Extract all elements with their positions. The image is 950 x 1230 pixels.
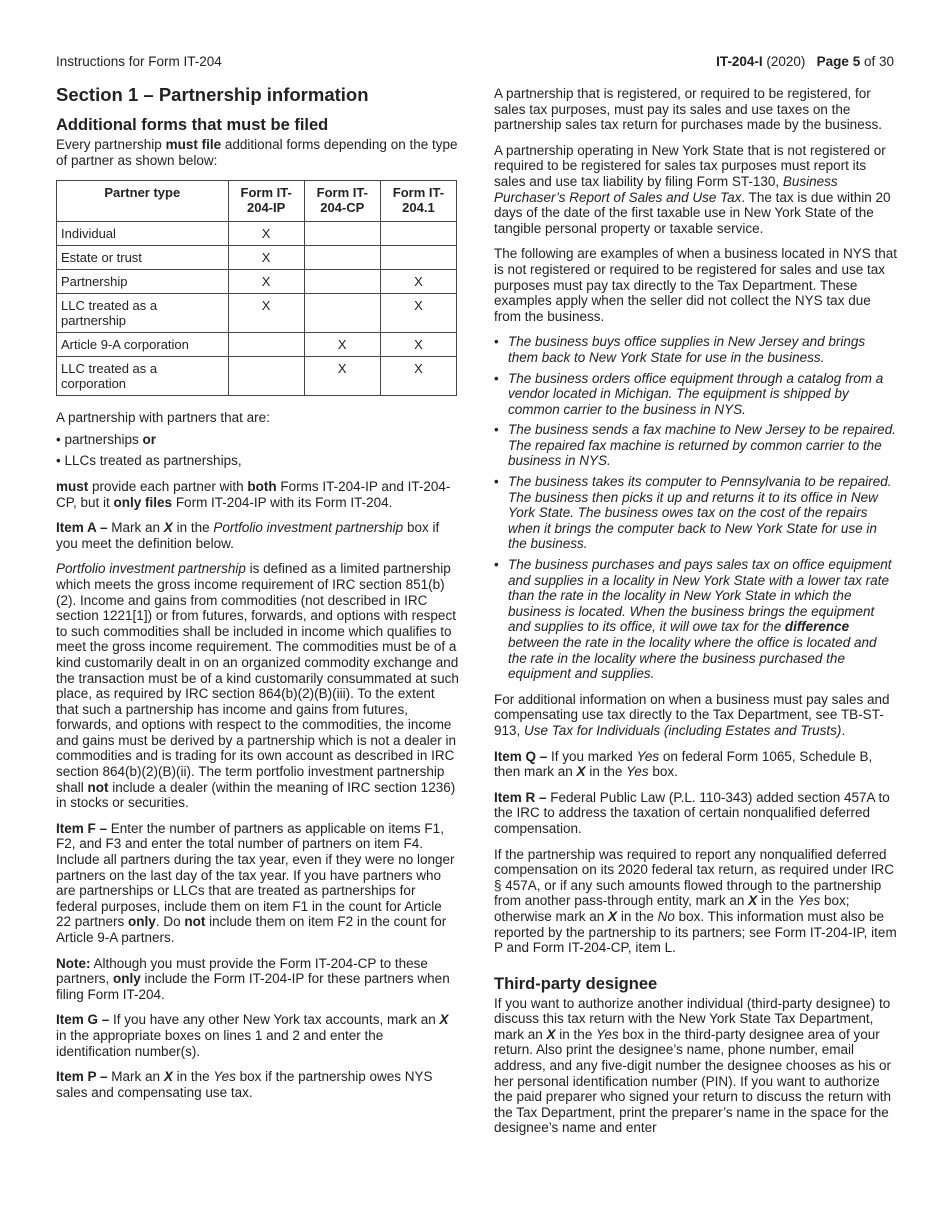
- col-header-it-204-cp: Form IT-204-CP: [304, 181, 380, 222]
- table-cell: Article 9-A corporation: [57, 333, 229, 357]
- list-item: • The business purchases and pays sales tax on office equipment and supplies in a locality in New York State with a lower tax rate than the rate in the locality in New York State in which the business is located. When the business brings the equipment and supplies to its office, it will owe tax for the difference between the rate in the locality where the office is located and the rate in the locality where the business purchased the equipment and supplies.: [494, 557, 892, 682]
- table-cell: [304, 222, 380, 246]
- table-cell: [304, 246, 380, 270]
- left-column: [56, 84, 460, 1110]
- subhead-third-party-designee: Third-party designee: [494, 974, 658, 993]
- list-item: • The business buys office supplies in New Jersey and brings them back to New York State for use in the business.: [494, 334, 866, 365]
- pip-definition-paragraph: Portfolio investment partnership is defined as a limited partnership which meets the gross income requirement of IRC section 851(b)(2). Income and gains from commodities (not described in IRC section 1221[1]) or from futures, forwards, and options with respect to such commodities shall be included in income which qualifies to meet the gross income requirement. The commodities must be of a kind customarily dealt in on an organized commodity exchange and the transaction must be of a kind customarily consummated at such place, as required by IRC section 864(b)(2)(B)(iii). To the extent that such a partnership has income and gains from futures, forwards, and options with respect to the commodities, the income and gains must be derived by a partnership which is not a dealer in commodities and is trading for its own account as described in IRC section 864(b)(2)(B)(ii). The term portfolio investment partnership shall not include a dealer (within the meaning of IRC section 1236) in stocks or securities.: [56, 561, 459, 811]
- partners-intro: A partnership with partners that are:: [56, 410, 270, 426]
- table-cell: X: [380, 357, 456, 396]
- table-row: [57, 246, 457, 270]
- list-item: • The business takes its computer to Pennsylvania to be repaired. The business then picks it up and returns it to its office in New York State. The business owes tax on the cost of the repairs when it brings the computer back to New York State for use in the business.: [494, 474, 892, 552]
- table-row: [57, 357, 457, 396]
- list-item-llcs: • LLCs treated as partnerships,: [56, 453, 242, 469]
- table-cell: X: [228, 270, 304, 294]
- page-of: of 30: [863, 54, 894, 69]
- form-year: (2020): [766, 54, 806, 69]
- registered-partnership-paragraph: A partnership that is registered, or required to be registered, for sales tax purposes, must pay its sales and use taxes on the partnership sales tax return for purchases made by the business.: [494, 86, 882, 133]
- intro-paragraph: Every partnership must file additional forms depending on the type of partner as shown below:: [56, 137, 458, 168]
- item-f-paragraph: Item F – Enter the number of partners as applicable on items F1, F2, and F3 and enter the total number of partners on item F4. Include all partners during the tax year, even if they were no longer partners on the last day of the tax year. If you have partners who are partnerships or LLCs that are treated as partnerships for federal purposes, include them on item F1 in the count for Article 22 partners only. Do not include them on item F2 in the count for Article 9-A partners.: [56, 820, 455, 945]
- item-q-paragraph: Item Q – If you marked Yes on federal Form 1065, Schedule B, then mark an X in the Yes box.: [494, 748, 873, 780]
- table-cell: X: [380, 333, 456, 357]
- item-g-paragraph: Item G – If you have any other New York tax accounts, mark an X in the appropriate boxes on lines 1 and 2 and enter the identification number(s).: [56, 1012, 449, 1059]
- table-cell: LLC treated as a partnership: [57, 294, 229, 333]
- table-cell: X: [380, 270, 456, 294]
- table-cell: X: [228, 246, 304, 270]
- partner-type-table: [56, 180, 457, 396]
- additional-info-paragraph: For additional information on when a business must pay sales and compensating use tax directly to the Tax Department, see TB-ST-913, Use Tax for Individuals (including Estates and Trusts).: [494, 691, 890, 738]
- table-row: [57, 222, 457, 246]
- col-header-it-204-ip: Form IT-204-IP: [228, 181, 304, 222]
- list-item-partnerships: • partnerships or: [56, 431, 157, 447]
- examples-list: [494, 334, 898, 681]
- table-cell: X: [304, 357, 380, 396]
- running-header-title: Instructions for Form IT-204: [56, 54, 222, 69]
- form-code: IT-204-I: [716, 54, 763, 69]
- table-cell: [380, 246, 456, 270]
- table-header-row: [57, 181, 457, 222]
- table-cell: X: [380, 294, 456, 333]
- item-r-paragraph: Item R – Federal Public Law (P.L. 110-343) added section 457A to the IRC to address the taxation of certain nonqualified deferred compensation.: [494, 789, 890, 836]
- table-row: [57, 333, 457, 357]
- table-cell: Partnership: [57, 270, 229, 294]
- table-row: [57, 294, 457, 333]
- table-cell: [304, 270, 380, 294]
- table-cell: X: [228, 294, 304, 333]
- item-a-paragraph: Item A – Mark an X in the Portfolio investment partnership box if you meet the definition below.: [56, 520, 440, 551]
- col-header-partner-type: Partner type: [57, 181, 229, 222]
- table-cell: [228, 357, 304, 396]
- must-provide-paragraph: must provide each partner with both Forms IT-204-IP and IT-204-CP, but it only files Form IT-204-IP with its Form IT-204.: [56, 478, 451, 510]
- page-label: Page 5: [816, 54, 861, 69]
- deferred-comp-paragraph: If the partnership was required to report any nonqualified deferred compensation on its 2020 federal tax return, as required under IRC § 457A, or if any such amounts flowed through to the partnership from another pass-through entity, mark an X in the Yes box; otherwise mark an X in the No box. This information must also be reported by the partnership to its partners; see Form IT-204-IP, item P and Form IT-204-CP, item L.: [494, 846, 897, 956]
- note-paragraph: Note: Although you must provide the Form IT-204-CP to these partners, only include the Form IT-204-IP for these partners when filing Form IT-204.: [56, 955, 450, 1002]
- table-cell: Individual: [57, 222, 229, 246]
- unregistered-partnership-paragraph: A partnership operating in New York State that is not registered or required to be registered for sales tax purposes must report its sales and use tax liability by filing Form ST-130, Business Purchaser’s Report of Sales and Use Tax. The tax is due within 20 days of the date of the first taxable use in New York State of the tangible personal property or taxable service.: [494, 142, 891, 236]
- table-cell: X: [304, 333, 380, 357]
- right-column: [494, 86, 898, 1146]
- table-cell: Estate or trust: [57, 246, 229, 270]
- table-cell: [304, 294, 380, 333]
- list-item: • The business sends a fax machine to New Jersey to be repaired. The repaired fax machine is returned by common carrier to the business in NYS.: [494, 422, 896, 469]
- third-party-designee-paragraph: If you want to authorize another individual (third-party designee) to discuss this tax return with the New York State Tax Department, mark an X in the Yes box in the third-party designee area of your return. Also print the designee’s name, phone number, email address, and any five-digit number the designee chooses as his or her personal identification number (PIN). If you want to authorize the paid preparer who signed your return to discuss the return with the Tax Department, print the preparer’s name in the space for the designee’s name and enter: [494, 995, 891, 1136]
- list-item: • The business orders office equipment through a catalog from a vendor located in Michigan. The equipment is shipped by common carrier to the business in NYS.: [494, 370, 884, 417]
- item-p-paragraph: Item P – Mark an X in the Yes box if the partnership owes NYS sales and compensating use tax.: [56, 1069, 433, 1100]
- table-cell: X: [228, 222, 304, 246]
- subhead-additional-forms: Additional forms that must be filed: [56, 116, 329, 134]
- table-cell: [380, 222, 456, 246]
- table-cell: [228, 333, 304, 357]
- table-cell: LLC treated as a corporation: [57, 357, 229, 396]
- running-header-page: [716, 54, 894, 69]
- examples-intro-paragraph: The following are examples of when a business located in NYS that is not registered or required to be registered for sales and use tax purposes must pay tax directly to the Tax Department. These examples apply when the seller did not collect the NYS tax due from the business.: [494, 246, 897, 324]
- section-title: Section 1 – Partnership information: [56, 84, 369, 105]
- col-header-it-204-1: Form IT-204.1: [380, 181, 456, 222]
- table-row: [57, 270, 457, 294]
